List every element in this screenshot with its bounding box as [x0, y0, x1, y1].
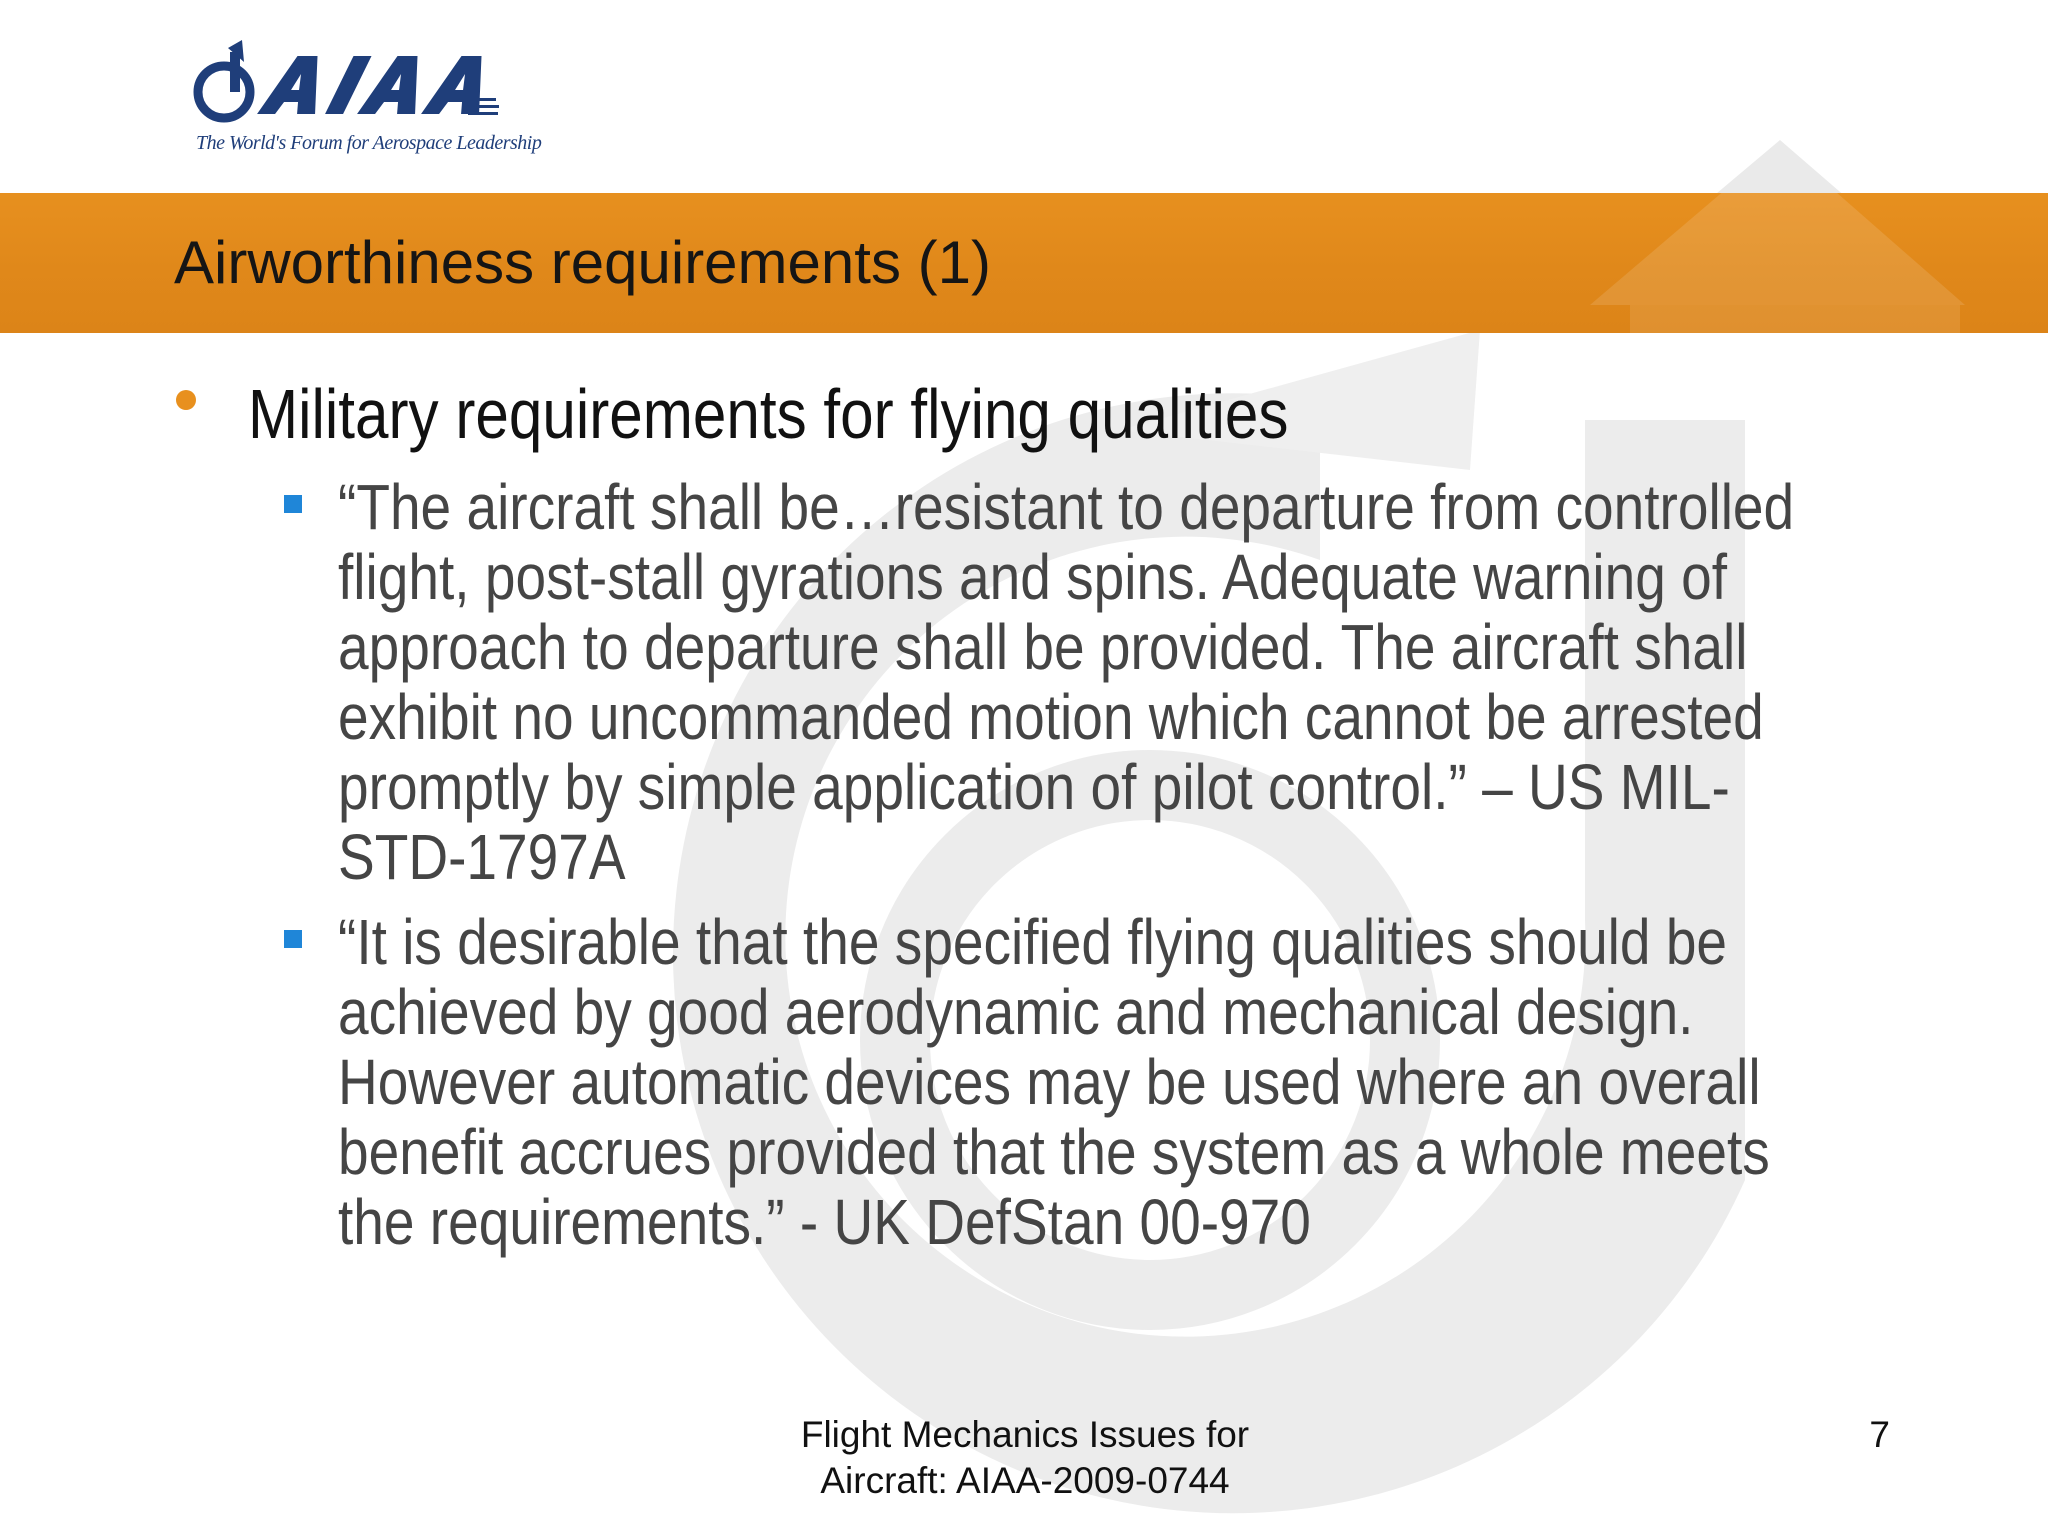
quote-line: the requirements.” - UK DefStan 00-970 — [338, 1186, 1311, 1258]
footer-line: Aircraft: AIAA-2009-0744 — [820, 1460, 1230, 1501]
quote-line: STD-1797A — [338, 821, 626, 893]
quote-line: exhibit no uncommanded motion which cannot be arrested — [338, 681, 1764, 753]
quote-line: flight, post-stall gyrations and spins. Adequate warning of — [338, 541, 1728, 613]
footer-line: Flight Mechanics Issues for — [800, 1414, 1250, 1455]
quote-line: achieved by good aerodynamic and mechanical design. — [338, 976, 1694, 1048]
sub-bullet-square-icon — [284, 930, 302, 948]
footer-text — [700, 1412, 1350, 1504]
bullet-heading: Military requirements for flying qualities — [248, 375, 1289, 453]
logo-tagline: The World's Forum for Aerospace Leadership — [196, 132, 542, 154]
sub-bullet-square-icon — [284, 495, 302, 513]
quote-line: “It is desirable that the specified flying qualities should be — [338, 906, 1728, 978]
quote-line: “The aircraft shall be…resistant to departure from controlled — [338, 471, 1795, 543]
page-number: 7 — [1869, 1414, 1890, 1455]
quote-line: benefit accrues provided that the system as a whole meets — [338, 1116, 1770, 1188]
quote-line: However automatic devices may be used where an overall — [338, 1046, 1761, 1118]
slide-title: Airworthiness requirements (1) — [174, 229, 991, 296]
sub-bullet-quote-mil-std — [338, 471, 1795, 893]
quote-line: promptly by simple application of pilot control.” – US MIL- — [338, 751, 1730, 823]
quote-line: approach to departure shall be provided. The aircraft shall — [338, 611, 1748, 683]
sub-bullet-quote-defstan — [338, 906, 1770, 1258]
bullet-dot-icon — [176, 390, 196, 410]
